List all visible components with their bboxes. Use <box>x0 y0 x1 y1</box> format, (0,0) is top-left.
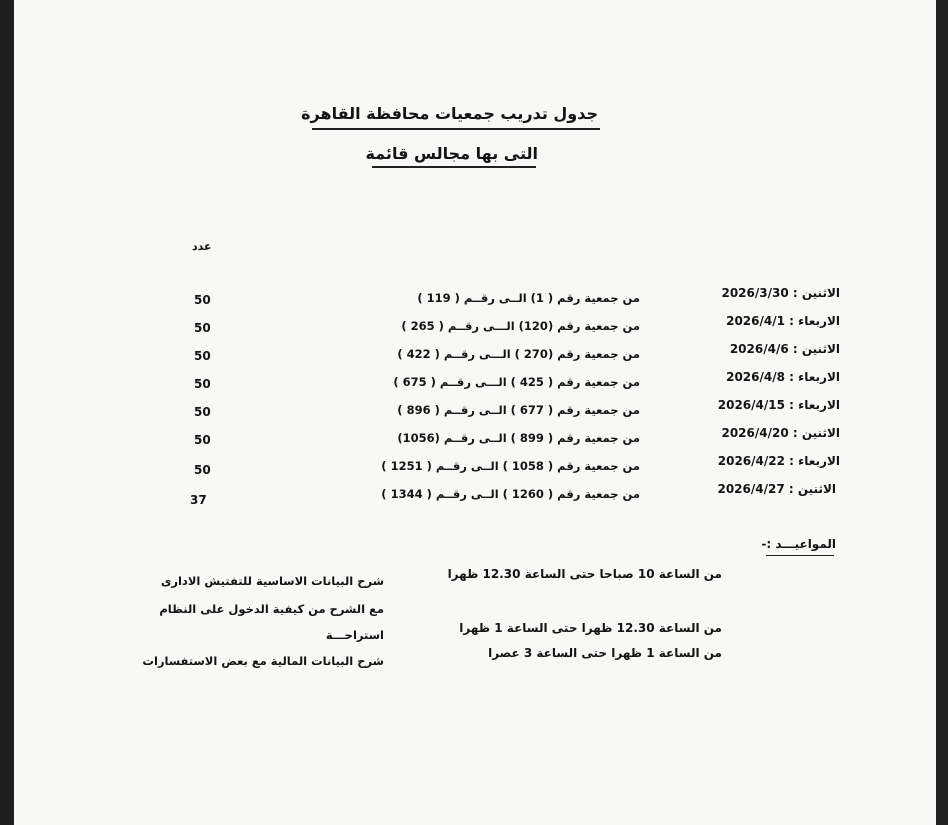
row-range: من جمعية رقم ( 1) الــى رقــم ( 119 ) <box>417 291 640 305</box>
right-frame-edge <box>936 0 948 825</box>
row-day: الاثنين : 2026/4/20 <box>721 426 840 440</box>
row-count: 50 <box>194 349 211 363</box>
timing-description: شرح البيانات الاساسية للتفتيش الادارى <box>160 574 384 588</box>
row-range: من جمعية رقم ( 425 ) الـــى رقــم ( 675 ) <box>393 375 640 389</box>
timing-time: من الساعة 12.30 ظهرا حتى الساعة 1 ظهرا <box>459 621 722 635</box>
title-underline <box>312 128 600 130</box>
timings-heading: المواعيـــد :- <box>761 537 836 551</box>
row-range: من جمعية رقم (120) الـــى رقــم ( 265 ) <box>401 319 640 333</box>
count-heading: عدد <box>192 240 212 253</box>
row-range: من جمعية رقم (270 ) الـــى رقــم ( 422 ) <box>397 347 640 361</box>
row-count: 50 <box>194 405 211 419</box>
row-count: 50 <box>194 321 211 335</box>
row-count: 50 <box>194 463 211 477</box>
row-day: الاربعاء : 2026/4/22 <box>717 454 840 468</box>
timing-description: استراحـــة <box>325 628 384 642</box>
row-count: 50 <box>194 433 211 447</box>
subtitle-underline <box>372 166 536 168</box>
timing-time: من الساعة 10 صباحا حتى الساعة 12.30 ظهرا <box>447 567 722 581</box>
page-title: جدول تدريب جمعيات محافظة القاهرة <box>301 104 598 123</box>
row-range: من جمعية رقم ( 677 ) الــى رقــم ( 896 ) <box>397 403 640 417</box>
timing-description: شرح البيانات المالية مع بعض الاستفسارات <box>142 654 384 668</box>
row-count: 50 <box>194 377 211 391</box>
row-count: 37 <box>190 493 207 507</box>
row-day: الاثنين : 2026/4/6 <box>729 342 840 356</box>
left-frame-edge <box>0 0 14 825</box>
row-day: الاثنين : 2026/3/30 <box>721 286 840 300</box>
row-day: الاربعاء : 2026/4/15 <box>717 398 840 412</box>
row-day: الاثنين : 2026/4/27 <box>717 482 836 496</box>
timings-heading-underline <box>766 555 834 556</box>
row-range: من جمعية رقم ( 1260 ) الــى رقــم ( 1344 ) <box>381 487 640 501</box>
timing-description: مع الشرح من كيفية الدخول على النظام <box>159 602 384 616</box>
row-day: الاربعاء : 2026/4/8 <box>726 370 840 384</box>
document-page <box>14 0 936 825</box>
page-subtitle: التى بها مجالس قائمة <box>365 144 538 163</box>
row-range: من جمعية رقم ( 899 ) الــى رقــم (1056) <box>397 431 640 445</box>
timing-time: من الساعة 1 ظهرا حتى الساعة 3 عصرا <box>488 646 722 660</box>
row-count: 50 <box>194 293 211 307</box>
row-range: من جمعية رقم ( 1058 ) الــى رقــم ( 1251 ) <box>381 459 640 473</box>
row-day: الاربعاء : 2026/4/1 <box>726 314 840 328</box>
